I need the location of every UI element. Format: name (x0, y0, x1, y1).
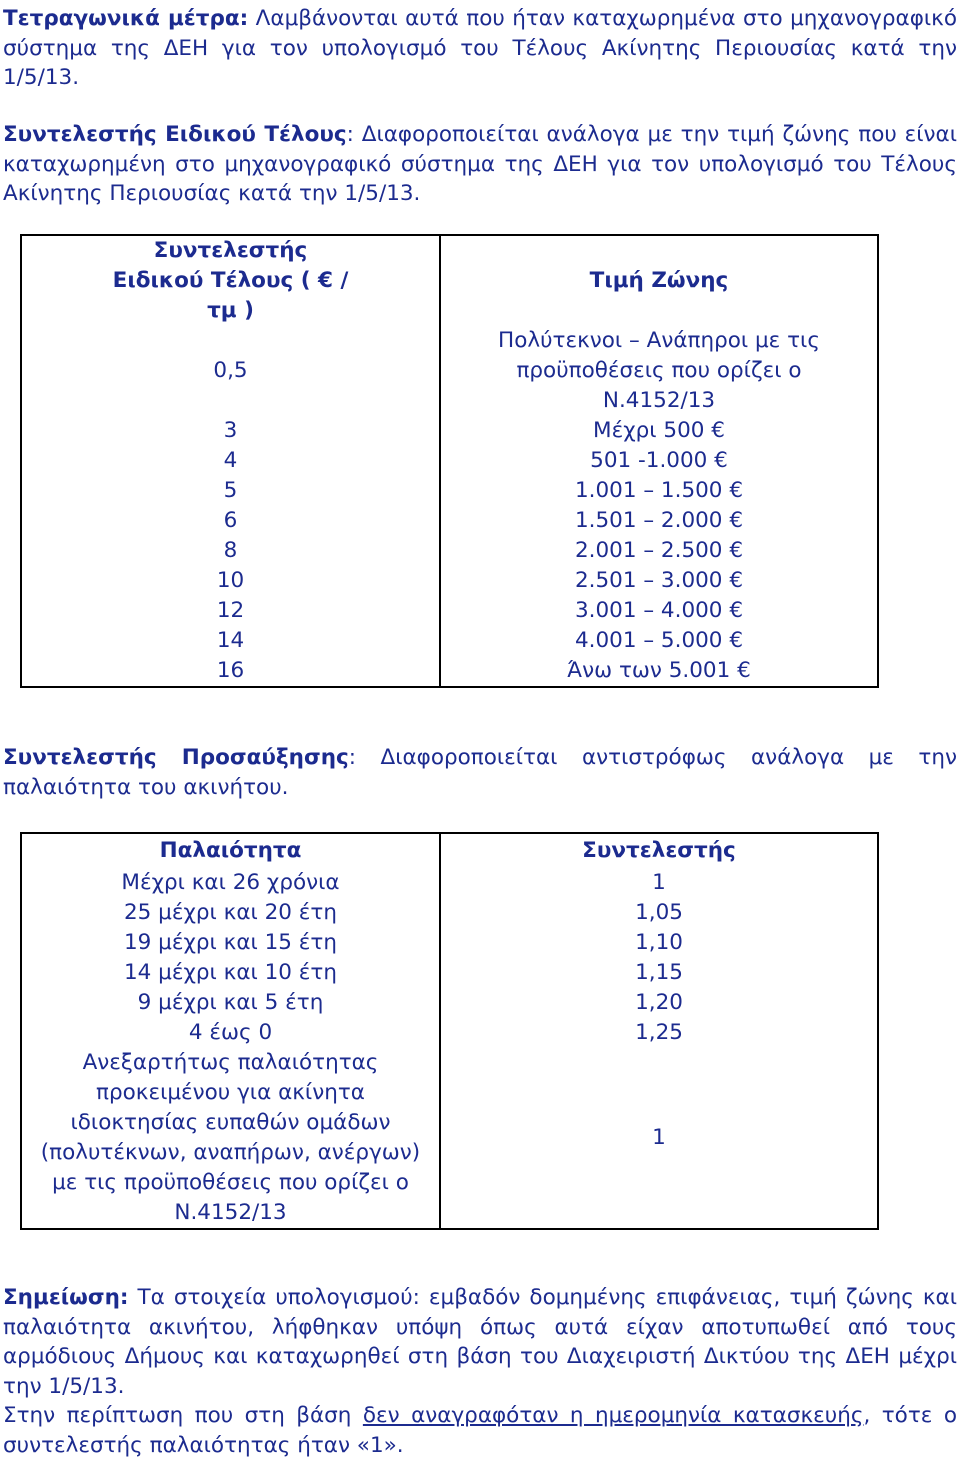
note-label: Σημείωση: (3, 1285, 129, 1310)
zone-row-coefficient: 0,5 (21, 326, 440, 416)
note-text: Τα στοιχεία υπολογισμού: εμβαδόν δομημένης επιφάνειας, τιμή ζώνης και παλαιότητα ακινήτου, λήφθηκαν υπόψη όπως αυτά είχαν αποτυπωθεί από τους αρμόδιους Δήμους και καταχωρηθεί στη βάση του Διαχειριστή Δικτύου της ΔΕΗ μέχρι την 1/5/13. (3, 1285, 957, 1399)
zone-row-price: Άνω των 5.001 € (440, 656, 878, 687)
age-row-coefficient: 1,15 (440, 958, 878, 988)
age-table-header-age: Παλαιότητα (21, 833, 440, 868)
age-row-coefficient: 1 (440, 868, 878, 898)
special-fee-label: Συντελεστής Ειδικού Τέλους (3, 122, 347, 147)
zone-price-table (20, 234, 879, 688)
square-meters-text: Λαμβάνονται αυτά που ήταν καταχωρημένα στο μηχανογραφικό σύστημα της ΔΕΗ για τον υπολογισμό του Τέλους Ακίνητης Περιουσίας κατά την 1/5/13. (3, 6, 957, 90)
age-row-age: 14 μέχρι και 10 έτη (21, 958, 440, 988)
zone-row-coefficient: 16 (21, 656, 440, 687)
note-paragraph (3, 1283, 957, 1401)
zone-row-coefficient: 14 (21, 626, 440, 656)
zone-row-price: 1.501 – 2.000 € (440, 506, 878, 536)
zone-row-price: Μέχρι 500 € (440, 416, 878, 446)
zone-row-price: 2.001 – 2.500 € (440, 536, 878, 566)
age-row-coefficient: 1,25 (440, 1018, 878, 1048)
zone-row-price: 501 -1.000 € (440, 446, 878, 476)
age-row-age: Μέχρι και 26 χρόνια (21, 868, 440, 898)
increase-label: Συντελεστής Προσαύξησης (3, 745, 349, 770)
age-row-coefficient: 1 (440, 1048, 878, 1229)
zone-row-coefficient: 3 (21, 416, 440, 446)
age-row-coefficient: 1,20 (440, 988, 878, 1018)
age-coefficient-table (20, 832, 879, 1230)
age-row-age: 19 μέχρι και 15 έτη (21, 928, 440, 958)
age-row-age: 25 μέχρι και 20 έτη (21, 898, 440, 928)
zone-row-coefficient: 8 (21, 536, 440, 566)
special-fee-text: : Διαφοροποιείται ανάλογα με την τιμή ζώνης που είναι καταχωρημένη στο μηχανογραφικό σύστημα της ΔΕΗ για τον υπολογισμό του Τέλους Ακίνητης Περιουσίας κατά την 1/5/13. (3, 122, 957, 206)
zone-row-coefficient: 4 (21, 446, 440, 476)
zone-table-header-zone: Τιμή Ζώνης (440, 235, 878, 326)
note2-end: , τότε ο συντελεστής παλαιότητας ήταν «1». (3, 1403, 957, 1458)
age-table-header-coefficient: Συντελεστής (440, 833, 878, 868)
zone-row-coefficient: 6 (21, 506, 440, 536)
note2-start: Στην περίπτωση που στη βάση (3, 1403, 363, 1428)
increase-paragraph (3, 743, 957, 802)
age-row-coefficient: 1,10 (440, 928, 878, 958)
zone-row-coefficient: 12 (21, 596, 440, 626)
zone-row-coefficient: 10 (21, 566, 440, 596)
increase-text: : Διαφοροποιείται αντιστρόφως ανάλογα με την παλαιότητα του ακινήτου. (3, 745, 957, 800)
special-fee-paragraph (3, 120, 957, 209)
note2-underlined: δεν αναγραφόταν η ημερομηνία κατασκευής (362, 1403, 864, 1428)
zone-row-price: 4.001 – 5.000 € (440, 626, 878, 656)
zone-row-price: 3.001 – 4.000 € (440, 596, 878, 626)
zone-row-price: 2.501 – 3.000 € (440, 566, 878, 596)
zone-row-price: Πολύτεκνοι – Ανάπηροι με τις προϋποθέσεις που ορίζει ο Ν.4152/13 (440, 326, 878, 416)
age-row-coefficient: 1,05 (440, 898, 878, 928)
zone-row-coefficient: 5 (21, 476, 440, 506)
age-row-age: 4 έως 0 (21, 1018, 440, 1048)
square-meters-paragraph (3, 4, 957, 93)
age-row-age: Ανεξαρτήτως παλαιότητας προκειμένου για ακίνητα ιδιοκτησίας ευπαθών ομάδων (πολυτέκνων, αναπήρων, ανέργων) με τις προϋποθέσεις που ορίζει ο Ν.4152/13 (21, 1048, 440, 1229)
zone-row-price: 1.001 – 1.500 € (440, 476, 878, 506)
age-row-age: 9 μέχρι και 5 έτη (21, 988, 440, 1018)
square-meters-label: Τετραγωνικά μέτρα: (3, 6, 249, 31)
note-second-paragraph (3, 1401, 957, 1460)
zone-table-header-coefficient: Συντελεστής Ειδικού Τέλους ( € / τμ ) (21, 235, 440, 326)
